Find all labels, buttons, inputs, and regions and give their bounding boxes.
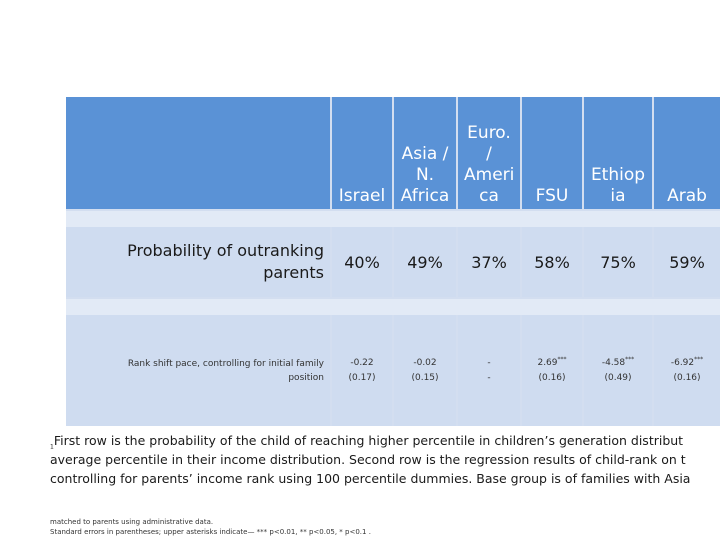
coef-fsu	[522, 315, 582, 426]
coef-asia	[394, 315, 456, 426]
header-blank	[66, 97, 330, 209]
header-fsu-label: FSU	[535, 186, 569, 206]
results-table	[66, 97, 720, 426]
coef-se: (0.17)	[348, 372, 376, 383]
coef-israel	[332, 315, 392, 426]
header-asia-label: Asia / N. Africa	[400, 144, 450, 206]
footer-line-3: controlling for parents’ income rank using 100 percentile dummies. Base group is of families with Asia	[50, 471, 691, 486]
coef-number: 2.69	[537, 357, 558, 368]
coef-value	[537, 356, 566, 371]
value-asia-pct: 49%	[394, 227, 456, 297]
header-fsu	[522, 97, 582, 209]
value-israel-pct: 40%	[332, 227, 392, 297]
coef-number: -0.22	[350, 357, 374, 368]
coef-number: -4.58	[601, 357, 626, 368]
spacer-band	[66, 211, 720, 227]
coef-number: -6.92	[670, 357, 695, 368]
coef-stars: ***	[557, 355, 567, 363]
coef-se: -	[487, 372, 491, 383]
header-israel	[332, 97, 392, 209]
coef-value	[602, 356, 634, 371]
header-israel-label: Israel	[338, 186, 386, 206]
coef-stars: ***	[625, 355, 635, 363]
note-line-2: Standard errors in parentheses; upper asterisks indicate— *** p<0.01, ** p<0.05, * p<0.1 .	[50, 528, 371, 536]
row-label-outranking	[66, 227, 330, 297]
coef-stars: ***	[694, 355, 704, 363]
coef-value	[671, 356, 703, 371]
row-label-rank-shift	[66, 315, 330, 426]
header-ethiopia-label: Ethiop ia	[590, 165, 646, 206]
value-ethiopia-pct: 75%	[584, 227, 652, 297]
header-arab-label: Arab	[667, 186, 707, 206]
row-label-outranking-text: Probability of outranking parents	[127, 241, 324, 282]
coef-value	[487, 356, 490, 371]
coef-ethiopia	[584, 315, 652, 426]
row-label-rank-shift-text: Rank shift pace, controlling for initial family position	[127, 358, 324, 383]
note-line-1: matched to parents using administrative data.	[50, 518, 214, 526]
header-ethiopia	[584, 97, 652, 209]
coef-se: (0.15)	[411, 372, 439, 383]
footer-line-1	[50, 433, 683, 451]
coef-euro	[458, 315, 520, 426]
coef-se: (0.16)	[673, 372, 701, 383]
coef-number: -	[487, 357, 491, 368]
coef-arab	[654, 315, 720, 426]
header-arab	[654, 97, 720, 209]
coef-se: (0.49)	[604, 372, 632, 383]
footer-line-2: average percentile in their income distribution. Second row is the regression results of child-rank on t	[50, 452, 686, 467]
coef-value	[350, 356, 373, 371]
value-euro-pct: 37%	[458, 227, 520, 297]
header-asia-n-africa	[394, 97, 456, 209]
header-euro-label: Euro. / Ameri ca	[464, 123, 515, 206]
footer-text-1: First row is the probability of the child of reaching higher percentile in children’s generation distribut	[53, 433, 684, 448]
value-arab-pct: 59%	[654, 227, 720, 297]
coef-value	[413, 356, 436, 371]
coef-number: -0.02	[413, 357, 437, 368]
value-fsu-pct: 58%	[522, 227, 582, 297]
header-euro-america	[458, 97, 520, 209]
footnote-marker: 1	[50, 443, 54, 451]
spacer-band	[66, 299, 720, 315]
coef-se: (0.16)	[538, 372, 566, 383]
